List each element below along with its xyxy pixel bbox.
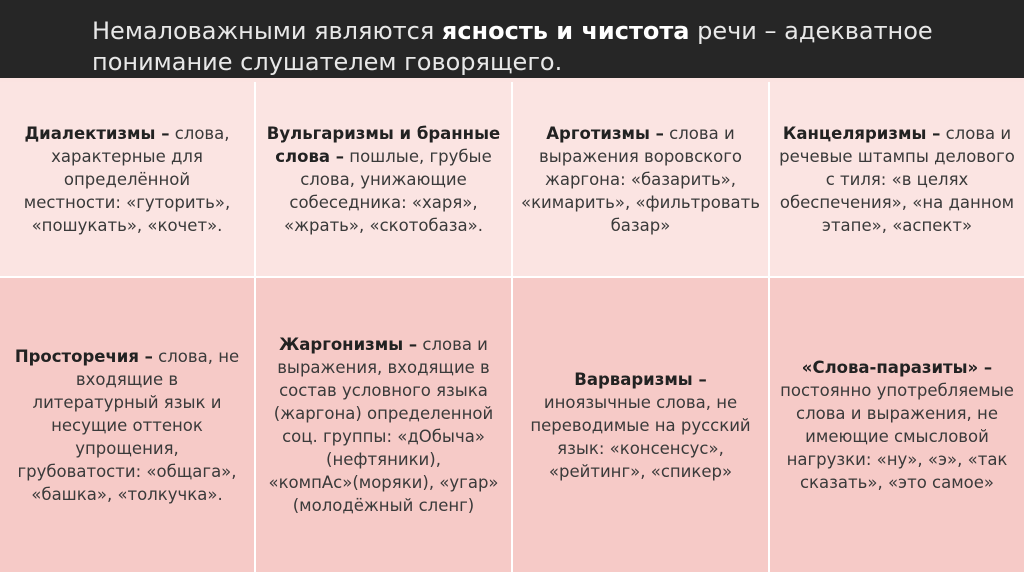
term-description: слова и выражения воровского жаргона: «базарить», «кимарить», «фильтровать базар»: [521, 123, 761, 235]
cell-barbarisms: [513, 278, 770, 574]
cell-vulgarisms: [256, 82, 513, 278]
cell-argotisms: [513, 82, 770, 278]
term-description: пошлые, грубые слова, унижающие собеседника: «харя», «жрать», «скотобаза».: [284, 146, 492, 235]
term-label: Арготизмы –: [546, 123, 664, 143]
cell-vernacular: [0, 278, 256, 574]
cell-bureaucratisms: [770, 82, 1024, 278]
term-description: иноязычные слова, не переводимые на русский язык: «консенсус», «рейтинг», «спикер»: [530, 392, 751, 481]
header-text-bold: ясность и чистота: [441, 17, 690, 45]
term-label: Жаргонизмы –: [279, 335, 418, 354]
header-text: [92, 16, 1024, 78]
term-label: Варваризмы –: [574, 369, 707, 389]
term-label: Просторечия –: [14, 346, 153, 366]
cell-jargonisms: [256, 278, 513, 574]
term-description: постоянно употребляемые слова и выражения, не имеющие смысловой нагрузки: «ну», «э», «так сказать», «это самое»: [780, 381, 1014, 492]
header-text-line2: понимание слушателем говорящего.: [92, 48, 563, 76]
header-text-part1: Немаловажными являются: [92, 17, 442, 45]
cell-dialectisms: [0, 82, 256, 278]
terms-table: [0, 82, 1024, 574]
term-label: «Слова-паразиты» –: [801, 358, 993, 377]
term-description: слова и выражения, входящие в состав условного языка (жаргона) определенной соц. группы: «дОбыча» (нефтяники), «компАс»(моряки), «угар» (молодёжный сленг): [268, 335, 499, 515]
term-description: слова, характерные для определённой местности: «гуторить», «пошукать», «кочет».: [23, 123, 231, 235]
header-text-part2: речи – адекватное: [689, 17, 933, 45]
slide-header: [0, 0, 1024, 78]
term-label: Диалектизмы –: [24, 123, 170, 143]
cell-filler-words: [770, 278, 1024, 574]
term-description: слова, не входящие в литературный язык и несущие оттенок упрощения, грубоватости: «общага», «башка», «толкучка».: [17, 346, 240, 504]
term-description: слова и речевые штампы делового с тиля: «в целях обеспечения», «на данном этапе», «аспект»: [779, 123, 1015, 235]
term-label: Канцеляризмы –: [782, 123, 941, 143]
term-label: Вульгаризмы и бранные слова –: [266, 123, 501, 166]
